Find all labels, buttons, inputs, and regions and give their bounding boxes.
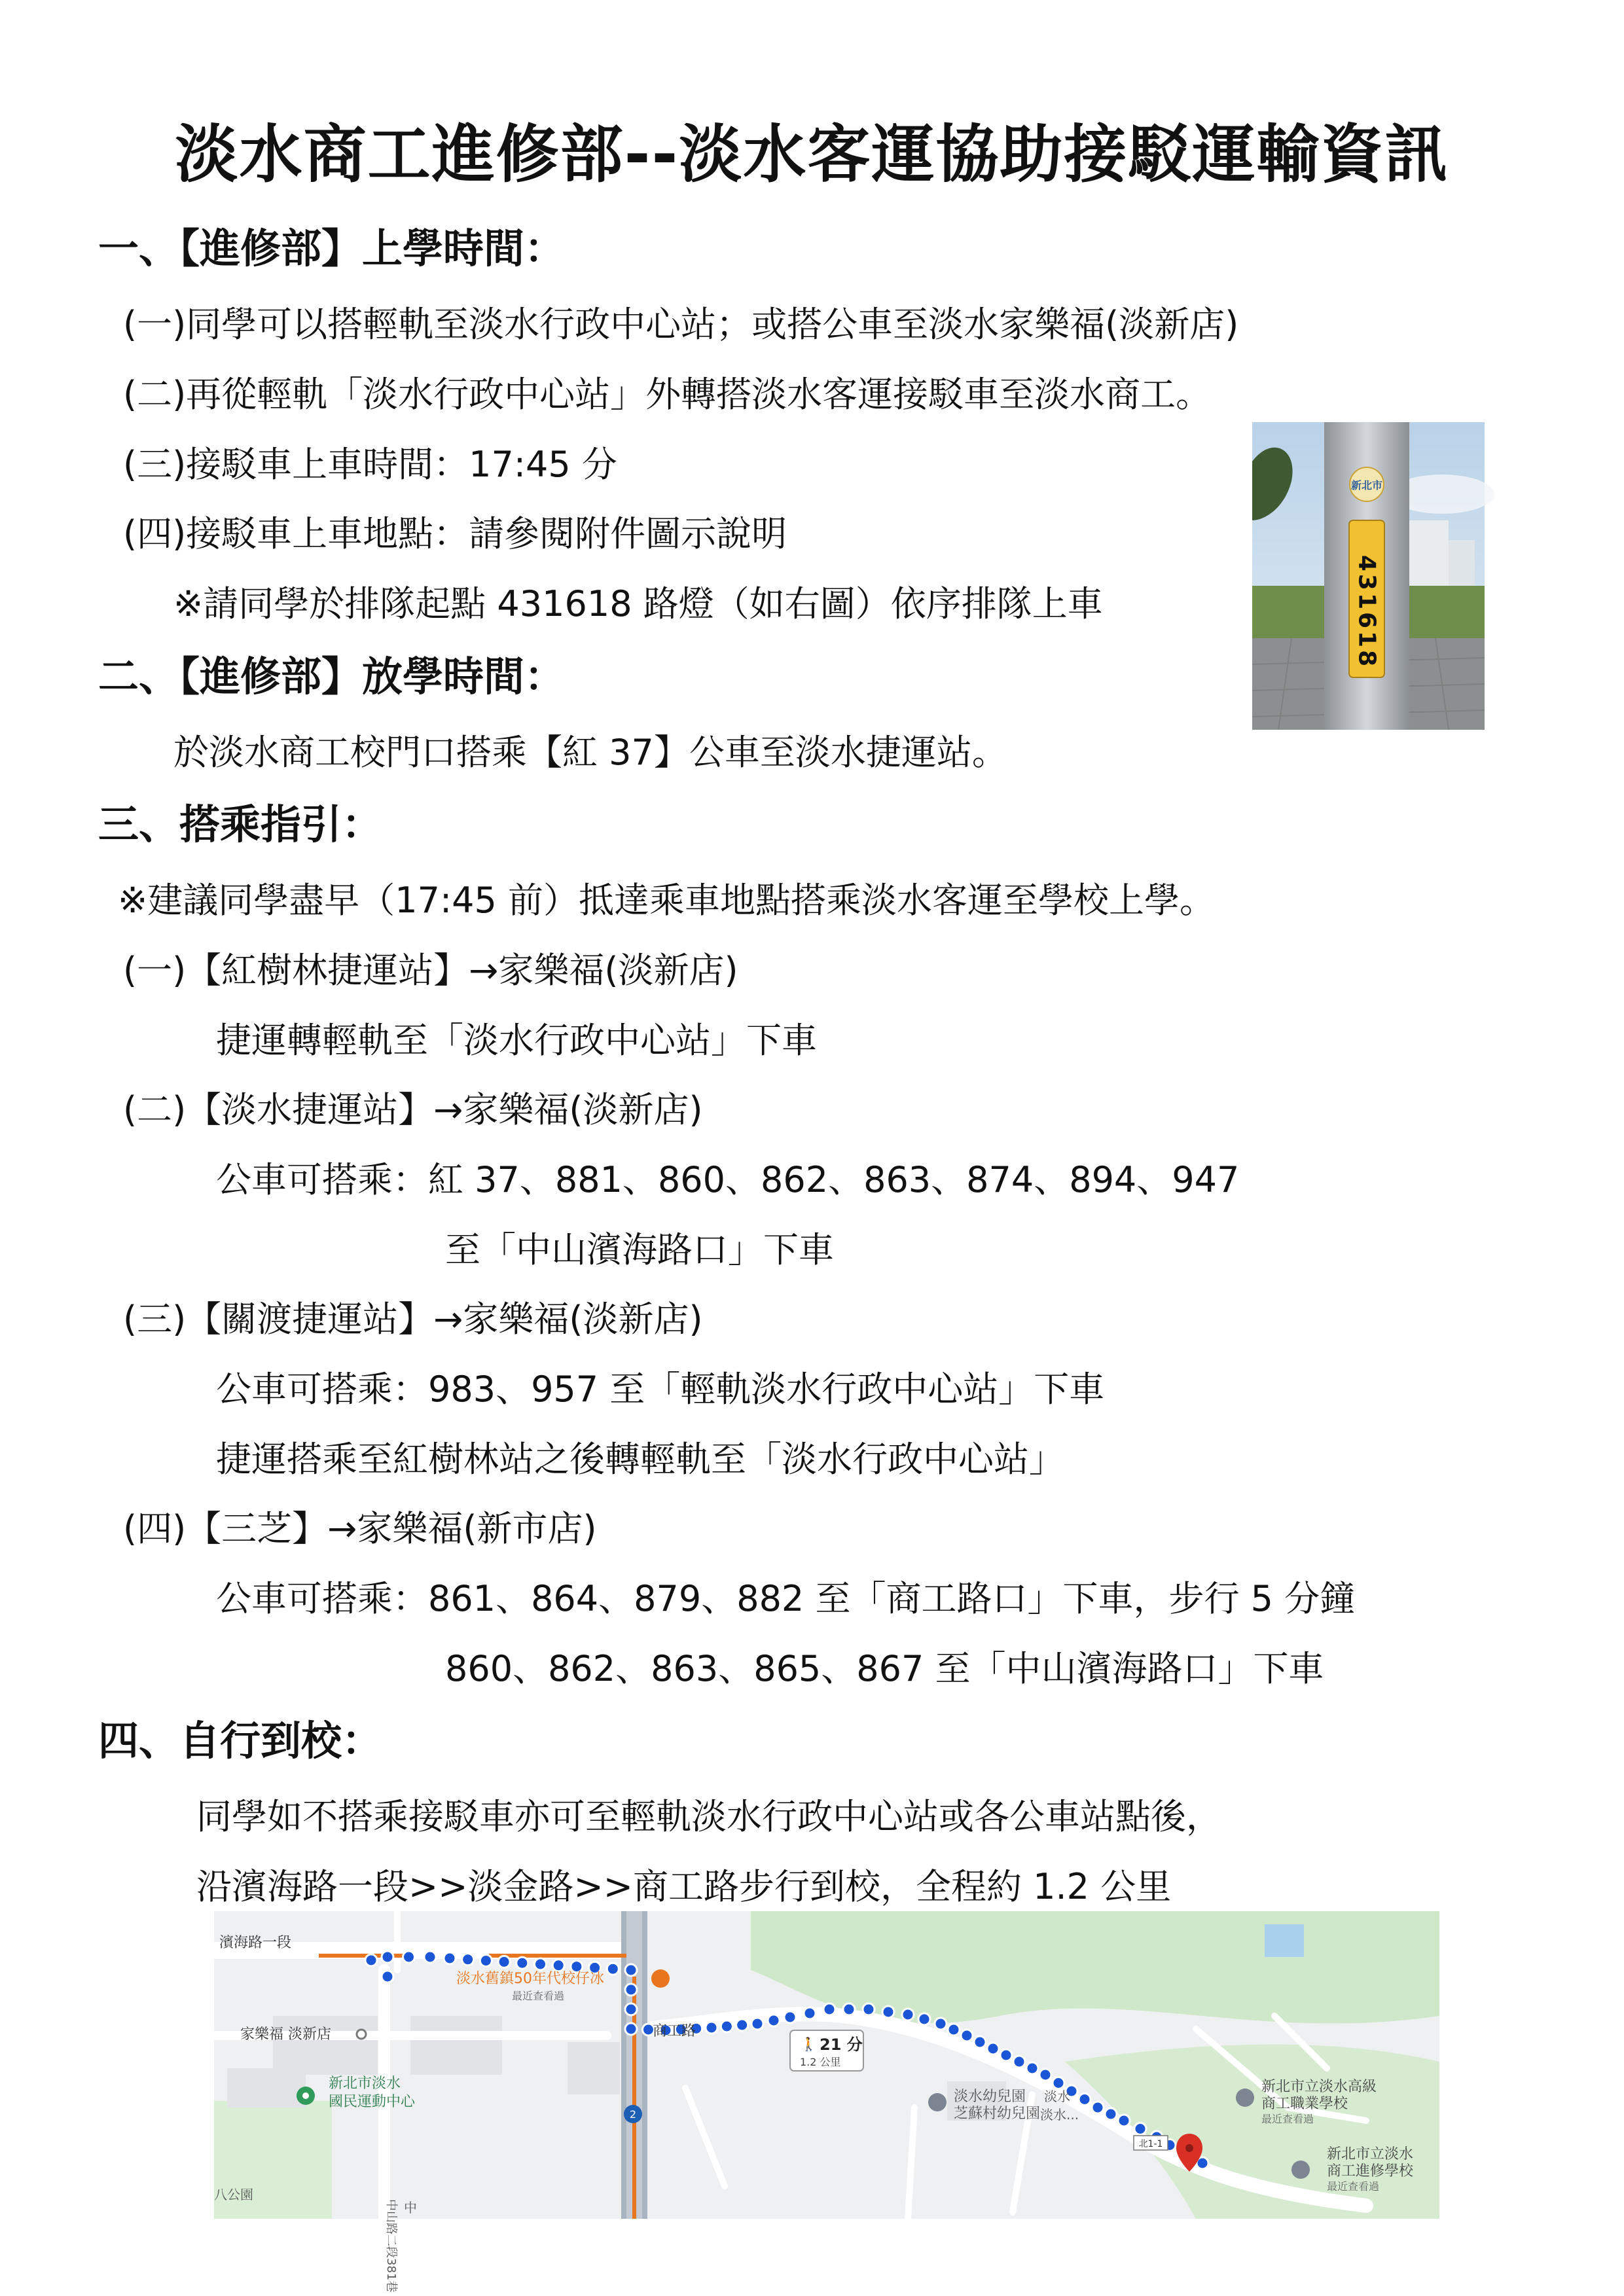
- plate-header: 新北市: [1350, 479, 1383, 492]
- route-dot: [863, 2003, 875, 2015]
- kindergarten-label-2: 芝蘇村幼兒園: [954, 2106, 1041, 2122]
- route-2-title: (二)【淡水捷運站】→家樂福(淡新店): [123, 1089, 703, 1130]
- route-3-line-2: 捷運搭乘至紅樹林站之後轉輕軌至「淡水行政中心站」: [216, 1439, 1064, 1480]
- section-2-heading: 二、【進修部】放學時間：: [98, 653, 566, 700]
- route-dot: [721, 2020, 732, 2032]
- lamp-post-photo: [1252, 422, 1485, 730]
- vocational-school-label-2: 商工職業學校: [1261, 2096, 1348, 2112]
- section-1-item-1: (一)同學可以搭輕軌至淡水行政中心站；或搭公車至淡水家樂福(淡新店): [123, 304, 1239, 345]
- sports-center-label-2: 國民運動中心: [329, 2094, 416, 2110]
- route-2-line-1: 公車可搭乘：紅 37、881、860、862、863、874、894、947: [216, 1159, 1240, 1200]
- route-dot: [1105, 2108, 1117, 2120]
- section-1-item-2: (二)再從輕軌「淡水行政中心站」外轉搭淡水客運接駁車至淡水商工。: [123, 374, 1212, 415]
- route-dot: [948, 2024, 960, 2036]
- route-4-title: (四)【三芝】→家樂福(新市店): [123, 1508, 597, 1549]
- route-dot: [498, 1956, 510, 1967]
- walk-distance: 1.2 公里: [800, 2056, 841, 2068]
- route-dot: [365, 1954, 377, 1966]
- section-2-text: 於淡水商工校門口搭乘【紅 37】公車至淡水捷運站。: [173, 732, 1007, 773]
- section-4-line-2: 沿濱海路一段>>淡金路>>商工路步行到校，全程約 1.2 公里: [196, 1866, 1172, 1907]
- section-1-item-3: (三)接駁車上車時間：17:45 分: [123, 444, 617, 485]
- route-dot: [804, 2007, 816, 2019]
- route-dot: [784, 2011, 796, 2023]
- route-dot: [736, 2019, 748, 2031]
- route-dot: [1092, 2102, 1104, 2113]
- vocational-school-icon: [1236, 2089, 1254, 2107]
- section-3-note: ※建議同學盡早（17:45 前）抵達乘車地點搭乘淡水客運至學校上學。: [118, 880, 1216, 921]
- carrefour-marker: [357, 2030, 366, 2039]
- route-dot: [480, 1955, 492, 1967]
- section-4-heading: 四、自行到校：: [98, 1717, 383, 1765]
- walk-time: 21 分: [820, 2036, 863, 2054]
- road-label-shanggong: 商工路: [653, 2023, 696, 2039]
- route-2-line-2: 至「中山濱海路口」下車: [445, 1229, 834, 1270]
- route-dot: [552, 1960, 564, 1971]
- section-4-line-1: 同學如不搭乘接駁車亦可至輕軌淡水行政中心站或各公車站點後，: [196, 1796, 1221, 1837]
- route-dot: [751, 2018, 763, 2030]
- section-1-item-4: (四)接駁車上車地點：請參閱附件圖示說明: [123, 513, 787, 554]
- svg-text:北1-1: 北1-1: [1138, 2139, 1163, 2149]
- route-dot: [382, 1971, 393, 1982]
- park-label: 八公園: [214, 2187, 253, 2202]
- route-4-line-2: 860、862、863、865、867 至「中山濱海路口」下車: [445, 1648, 1324, 1689]
- lane-label: 中山路二段381巷: [384, 2199, 398, 2293]
- route-dot: [444, 1952, 456, 1964]
- vocational-school-label-1: 新北市立淡水高級: [1261, 2079, 1377, 2095]
- route-dot: [935, 2018, 947, 2030]
- route-dot: [625, 2023, 637, 2035]
- kindergarten-label-1: 淡水幼兒園: [954, 2089, 1026, 2105]
- route-dot: [902, 2009, 914, 2020]
- section-1-heading: 一、【進修部】上學時間：: [98, 224, 566, 272]
- route-dot: [768, 2015, 780, 2026]
- route-dot: [382, 1951, 393, 1963]
- route-1-title: (一)【紅樹林捷運站】→家樂福(淡新店): [123, 950, 738, 991]
- route-dot: [1039, 2069, 1051, 2081]
- route-dot: [987, 2043, 999, 2054]
- section-3-heading: 三、搭乘指引：: [98, 800, 383, 848]
- route-3-line-1: 公車可搭乘：983、957 至「輕軌淡水行政中心站」下車: [216, 1369, 1105, 1410]
- continuing-school-label-2: 商工進修學校: [1327, 2163, 1414, 2179]
- route-dot: [625, 1984, 637, 1996]
- route-1-line-1: 捷運轉輕軌至「淡水行政中心站」下車: [216, 1020, 817, 1061]
- restaurant-icon: [651, 1969, 670, 1988]
- walking-route-map: [214, 1911, 1439, 2293]
- restaurant-recent: 最近查看過: [512, 1990, 565, 2002]
- route-dot: [607, 1963, 619, 1975]
- route-dot: [1000, 2049, 1012, 2061]
- route-dot: [625, 1964, 637, 1976]
- route-dot: [706, 2022, 717, 2034]
- route-dot: [1134, 2123, 1146, 2135]
- route-dot: [625, 2003, 637, 2015]
- walking-person-icon: 🚶: [801, 2036, 817, 2052]
- side-road-label: 中: [404, 2200, 417, 2215]
- route-dot: [882, 2006, 894, 2018]
- route-dot: [1118, 2115, 1130, 2126]
- route-dot: [974, 2036, 986, 2048]
- route-dot: [1079, 2094, 1091, 2106]
- route-dot: [403, 1951, 415, 1963]
- road-label-binhai: 濱海路一段: [219, 1935, 292, 1951]
- route-dot: [462, 1954, 474, 1965]
- svg-text:2: 2: [629, 2108, 637, 2121]
- carrefour-label: 家樂福 淡新店: [240, 2026, 331, 2043]
- page-title: 淡水商工進修部--淡水客運協助接駁運輸資訊: [175, 118, 1449, 191]
- route-3-title: (三)【關渡捷運站】→家樂福(淡新店): [123, 1299, 703, 1340]
- route-dot: [918, 2013, 930, 2025]
- tamsui-label-2: 淡水...: [1040, 2107, 1079, 2123]
- vocational-school-recent: 最近查看過: [1261, 2113, 1314, 2125]
- route-4-line-1: 公車可搭乘：861、864、879、882 至「商工路口」下車，步行 5 分鐘: [216, 1578, 1356, 1619]
- sports-center-label-1: 新北市淡水: [329, 2075, 401, 2092]
- continuing-school-label-1: 新北市立淡水: [1327, 2146, 1414, 2162]
- continuing-school-recent: 最近查看過: [1327, 2180, 1380, 2193]
- route-dot: [1013, 2056, 1025, 2068]
- route-dot: [823, 2003, 835, 2015]
- restaurant-label: 淡水舊鎮50年代校仔冰: [456, 1971, 604, 1987]
- route-dot: [424, 1951, 436, 1963]
- route-dot: [1053, 2077, 1064, 2089]
- route-dot: [516, 1957, 528, 1969]
- section-1-note: ※請同學於排隊起點 431618 路燈（如右圖）依序排隊上車: [173, 583, 1103, 624]
- pole-number: 431618: [1353, 554, 1380, 670]
- route-dot: [961, 2030, 973, 2041]
- route-dot: [843, 2003, 855, 2015]
- continuing-school-icon: [1291, 2161, 1310, 2179]
- kindergarten-icon: [928, 2093, 947, 2111]
- tamsui-label-1: 淡水: [1044, 2089, 1070, 2104]
- route-dot: [535, 1958, 547, 1970]
- route-dot: [1026, 2062, 1038, 2074]
